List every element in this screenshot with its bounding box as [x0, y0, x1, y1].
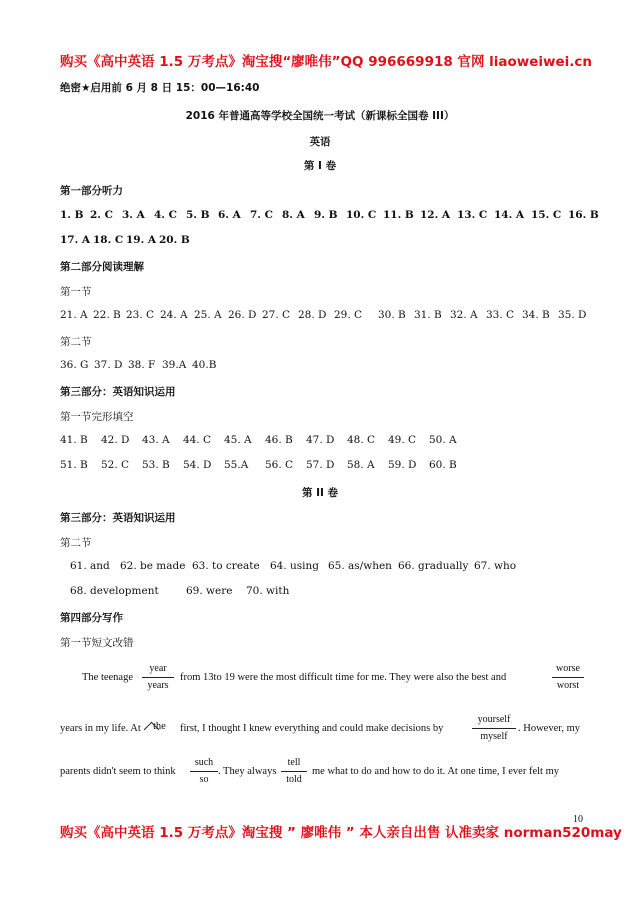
correction-divider	[142, 677, 174, 678]
correction-section-label: 第一节短文改错	[60, 637, 134, 649]
answer-item: 38. F	[128, 359, 156, 371]
answer-item: 1. B	[60, 209, 84, 221]
answer-item: 45. A	[224, 434, 252, 446]
answer-item: 50. A	[429, 434, 457, 446]
answer-item: 43. A	[142, 434, 170, 446]
answer-item: 23. C	[126, 309, 155, 321]
answer-item: 29. C	[334, 309, 363, 321]
answer-item: 10. C	[346, 209, 377, 221]
correction-original: yourself	[477, 714, 511, 725]
answer-item: 64. using	[270, 560, 320, 572]
answer-item: 20. B	[159, 234, 190, 246]
reading-answers-row2	[60, 359, 222, 371]
answer-item: 18. C	[93, 234, 124, 246]
answer-item: 37. D	[94, 359, 123, 371]
answer-item: 69. were	[186, 585, 233, 597]
correction-divider	[552, 677, 584, 678]
essay-line2-part-c: . However, my	[518, 723, 580, 734]
answer-item: 30. B	[378, 309, 406, 321]
answer-item: 21. A	[60, 309, 88, 321]
answer-item: 48. C	[347, 434, 376, 446]
answer-item: 13. C	[457, 209, 488, 221]
footer-banner: 购买《高中英语 1.5 万考点》淘宝搜 ” 廖唯伟 ” 本人亲自出售 认准卖家 norman520may	[60, 825, 622, 841]
answer-item: 54. D	[183, 459, 212, 471]
answer-item: 9. B	[314, 209, 338, 221]
answer-item: 56. C	[265, 459, 294, 471]
answer-item: 11. B	[383, 209, 414, 221]
answer-item: 60. B	[429, 459, 457, 471]
correction-original: year	[149, 663, 167, 674]
answer-item: 46. B	[265, 434, 293, 446]
correction-divider	[281, 771, 307, 772]
answer-item: 8. A	[282, 209, 305, 221]
answer-item: 52. C	[101, 459, 130, 471]
essay-line2-part-b: first, I thought I knew everything and could make decisions by	[180, 723, 444, 734]
answer-item: 25. A	[194, 309, 222, 321]
reading-answers-row1	[60, 309, 594, 321]
answer-item: 62. be made	[120, 560, 186, 572]
cloze-answers-row1	[60, 434, 470, 446]
answer-item: 22. B	[93, 309, 121, 321]
answer-item: 66. gradually	[398, 560, 469, 572]
correction-tell	[281, 757, 307, 785]
answer-item: 19. A	[126, 234, 157, 246]
cloze-answers-row2	[60, 459, 470, 471]
answer-item: 2. C	[90, 209, 113, 221]
answer-item: 32. A	[450, 309, 478, 321]
secret-line: 绝密★启用前 6 月 8 日 15：00—16:40	[60, 82, 260, 94]
subject-title: 英语	[309, 136, 331, 148]
answer-item: 14. A	[494, 209, 525, 221]
essay-line3-part-b: . They always	[218, 766, 277, 777]
essay-line1-part-a: The teenage	[82, 672, 134, 683]
answer-item: 24. A	[160, 309, 188, 321]
answer-item: 53. B	[142, 459, 170, 471]
part1-heading: 第一部分听力	[60, 185, 123, 197]
section1-label: 第一节	[60, 286, 92, 298]
correction-original: such	[194, 757, 214, 768]
answer-item: 41. B	[60, 434, 88, 446]
part2-heading: 第二部分阅读理解	[60, 261, 144, 273]
listening-answers-row2	[60, 234, 192, 246]
answer-item: 16. B	[568, 209, 599, 221]
correction-fix: years	[147, 680, 169, 691]
answer-item: 26. D	[228, 309, 257, 321]
section2-label: 第二节	[60, 336, 92, 348]
essay-line3-part-c: me what to do and how to do it. At one time, I ever felt my	[312, 766, 559, 777]
answer-item: 55.A	[224, 459, 249, 471]
answer-item: 34. B	[522, 309, 550, 321]
answer-item: 6. A	[218, 209, 241, 221]
answer-item: 12. A	[420, 209, 451, 221]
answer-item: 17. A	[60, 234, 91, 246]
correction-divider	[190, 771, 218, 772]
fill-answers-row1	[70, 560, 524, 572]
answer-item: 40.B	[192, 359, 217, 371]
correction-insert-the: the	[153, 721, 166, 732]
answer-item: 15. C	[531, 209, 562, 221]
answer-item: 70. with	[246, 585, 290, 597]
correction-such	[190, 757, 218, 785]
answer-item: 47. D	[306, 434, 335, 446]
answer-item: 5. B	[186, 209, 210, 221]
answer-item: 35. D	[558, 309, 587, 321]
answer-item: 7. C	[250, 209, 273, 221]
listening-answers-row1	[60, 209, 605, 221]
correction-fix: myself	[480, 731, 508, 742]
answer-item: 28. D	[298, 309, 327, 321]
correction-yourself	[472, 714, 516, 742]
header-banner: 购买《高中英语 1.5 万考点》淘宝搜“廖唯伟”QQ 996669918 官网 liaoweiwei.cn	[60, 54, 593, 70]
correction-divider	[472, 728, 516, 729]
answer-item: 65. as/when	[328, 560, 392, 572]
correction-fix: so	[199, 774, 209, 785]
part4-heading: 第四部分写作	[60, 612, 123, 624]
answer-item: 33. C	[486, 309, 515, 321]
answer-item: 49. C	[388, 434, 417, 446]
exam-title: 2016 年普通高等学校全国统一考试（新课标全国卷 III）	[185, 110, 455, 122]
answer-item: 3. A	[122, 209, 145, 221]
correction-original: worse	[556, 663, 580, 674]
page-number: 10	[573, 814, 583, 825]
answer-item: 44. C	[183, 434, 212, 446]
answer-item: 58. A	[347, 459, 375, 471]
essay-line3-part-a: parents didn't seem to think	[60, 766, 176, 777]
fill-answers-row2	[70, 585, 306, 597]
answer-item: 57. D	[306, 459, 335, 471]
answer-item: 31. B	[414, 309, 442, 321]
correction-fix: worst	[556, 680, 580, 691]
answer-item: 4. C	[154, 209, 177, 221]
answer-item: 63. to create	[192, 560, 260, 572]
answer-item: 27. C	[262, 309, 291, 321]
answer-item: 42. D	[101, 434, 130, 446]
volume1-title: 第 I 卷	[303, 160, 337, 172]
part3b-heading: 第三部分：英语知识运用	[60, 512, 176, 524]
correction-worse	[552, 663, 584, 691]
answer-item: 61. and	[70, 560, 110, 572]
section2b-label: 第二节	[60, 537, 92, 549]
answer-item: 67. who	[474, 560, 517, 572]
correction-fix: told	[286, 774, 302, 785]
answer-item: 68. development	[70, 585, 159, 597]
answer-item: 36. G	[60, 359, 89, 371]
volume2-title: 第 II 卷	[301, 487, 339, 499]
correction-year	[142, 663, 174, 691]
essay-line1-part-b: from 13to 19 were the most difficult time for me. They were also the best and	[180, 672, 507, 683]
answer-item: 39.A	[162, 359, 187, 371]
cloze-section-label: 第一节完形填空	[60, 411, 134, 423]
part3-heading: 第三部分：英语知识运用	[60, 386, 176, 398]
answer-item: 51. B	[60, 459, 88, 471]
answer-item: 59. D	[388, 459, 417, 471]
essay-line2-part-a: years in my life. At	[60, 723, 141, 734]
correction-original: tell	[287, 757, 301, 768]
